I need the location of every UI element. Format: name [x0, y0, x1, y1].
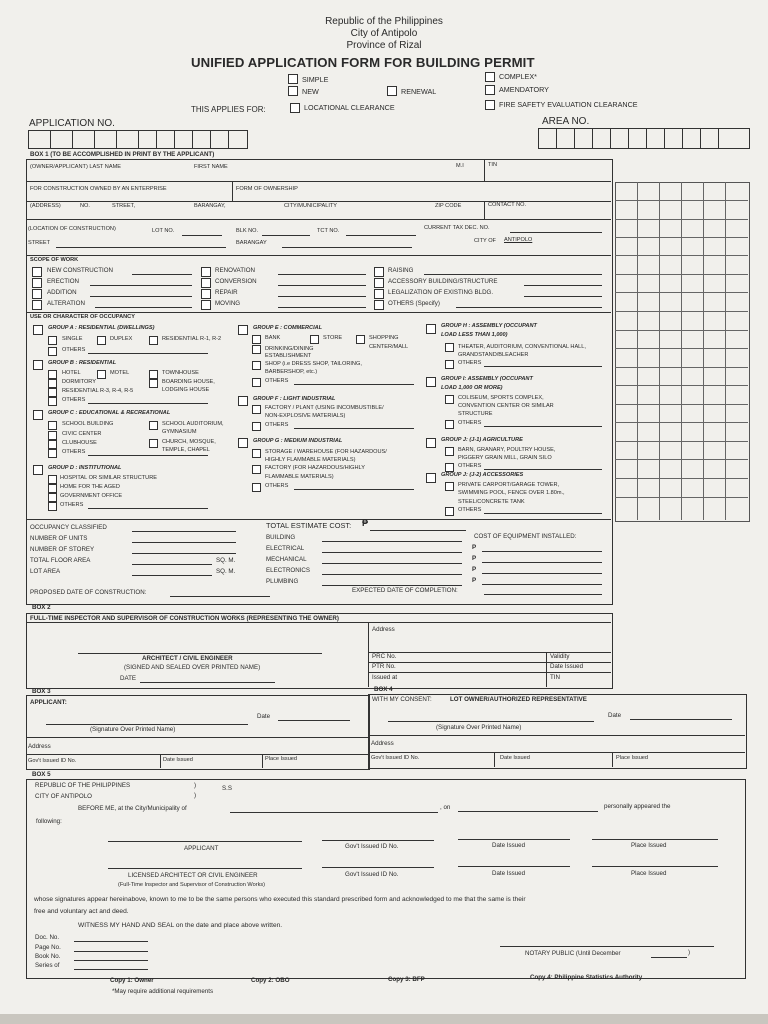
- equipment-p-2: P: [472, 555, 477, 562]
- scope-item: REPAIR: [215, 289, 238, 296]
- h-others-checkbox[interactable]: [445, 360, 454, 369]
- total-cost-peso: ₱: [362, 518, 369, 528]
- scope-moving-checkbox[interactable]: [201, 300, 211, 310]
- j1-barn-label: BARN, GRANARY, POULTRY HOUSE,: [458, 447, 556, 453]
- a-others-checkbox[interactable]: [48, 347, 57, 356]
- e-shopping-checkbox[interactable]: [356, 335, 365, 344]
- d-gov-label: GOVERNMENT OFFICE: [60, 493, 123, 499]
- footer-copy-2: Copy 2: OBO: [251, 977, 290, 984]
- group-c-checkbox[interactable]: [33, 410, 43, 420]
- group-f-label: GROUP F : LIGHT INDUSTRIAL: [253, 396, 336, 402]
- box2-label: BOX 2: [32, 604, 51, 611]
- b-boarding-checkbox[interactable]: [149, 379, 158, 388]
- location-street-label: STREET: [28, 240, 51, 246]
- units-label: NUMBER OF UNITS: [30, 535, 88, 542]
- footer-copy-3: Copy 3: BFP: [388, 976, 425, 983]
- box5-place-issued-2: Place Issued: [631, 870, 667, 877]
- scope-item: ACCESSORY BUILDING/STRUCTURE: [388, 278, 498, 285]
- a-res-checkbox[interactable]: [149, 336, 158, 345]
- c-auditorium-label: SCHOOL AUDITORIUM,: [162, 421, 224, 427]
- e-store-label: STORE: [323, 335, 343, 341]
- c-temple-label: TEMPLE, CHAPEL: [162, 447, 210, 453]
- e-shopping-label: SHOPPING: [369, 335, 399, 341]
- box3-applicant-label: APPLICANT:: [30, 699, 67, 706]
- box4-lot-owner-label: LOT OWNER/AUTHORIZED REPRESENTATIVE: [450, 696, 587, 703]
- b-res-checkbox[interactable]: [48, 388, 57, 397]
- cost-mechanical-label: MECHANICAL: [266, 556, 307, 563]
- box4-gov-id-label: Gov't Issued ID No.: [371, 755, 420, 761]
- box4-consent-label: WITH MY CONSENT:: [372, 696, 432, 703]
- city-of-label: CITY OF: [474, 238, 496, 244]
- box3-frame: [26, 695, 370, 770]
- c-school-checkbox[interactable]: [48, 421, 57, 430]
- box4-sig-label: (Signature Over Printed Name): [436, 724, 522, 731]
- box5-fulltime-label: (Full-Time Inspector and Supervisor of Construction Works): [118, 882, 266, 888]
- box2-tin-label: TIN: [550, 674, 560, 681]
- box4-date-label: Date: [608, 712, 622, 719]
- b-dormitory-label: DORMITORY: [62, 379, 96, 385]
- province-text: Province of Rizal: [346, 40, 422, 51]
- antipolo-value: ANTIPOLO: [504, 237, 533, 243]
- e-dining-label: DRINKING/DINING: [265, 346, 314, 352]
- c-church-checkbox[interactable]: [149, 439, 158, 448]
- group-i-label-2: LOAD 1,000 OR MORE): [441, 385, 503, 391]
- blk-no-label: BLK NO.: [236, 228, 259, 234]
- address-street-label: STREET,: [112, 203, 135, 209]
- storey-label: NUMBER OF STOREY: [30, 546, 95, 553]
- prc-label: PRC No.: [372, 653, 397, 660]
- city-text: City of Antipolo: [350, 28, 418, 39]
- applies-for-label: THIS APPLIES FOR:: [191, 105, 266, 114]
- address-barangay-label: BARANGAY,: [194, 203, 226, 209]
- amendatory-label: AMENDATORY: [499, 85, 549, 94]
- box5-paren-1: ): [194, 782, 197, 789]
- amendatory-checkbox[interactable]: [485, 85, 495, 95]
- group-j1-label: GROUP J: (J-1) AGRICULTURE: [441, 437, 523, 443]
- box2-date-issued-label: Date Issued: [550, 663, 584, 670]
- box4-place-issued-label: Place Issued: [616, 755, 649, 761]
- box3-label: BOX 3: [32, 688, 51, 695]
- box5-whose: whose signatures appear hereinabove, known to me to be the same persons who executed this standard prescribed form and acknowledged to me that the same is their: [34, 896, 526, 903]
- i-convention-label: CONVENTION CENTER OR SIMILAR: [458, 403, 554, 409]
- j2-steel-label: STEEL/CONCRETE TANK: [458, 499, 525, 505]
- g-others-checkbox[interactable]: [252, 483, 261, 492]
- b-townhouse-label: TOWNHOUSE: [162, 370, 199, 376]
- a-duplex-checkbox[interactable]: [97, 336, 106, 345]
- owner-name-field[interactable]: [30, 171, 480, 181]
- simple-label: SIMPLE: [302, 75, 329, 84]
- box5-page-label: Page No.: [35, 944, 61, 951]
- e-dining-checkbox[interactable]: [252, 345, 261, 354]
- address-label: (ADDRESS): [30, 203, 61, 209]
- box5-appeared: personally appeared the: [604, 803, 671, 810]
- e-store-checkbox[interactable]: [310, 335, 319, 344]
- box3-gov-id-label: Gov't Issued ID No.: [28, 758, 77, 764]
- new-label: NEW: [302, 87, 319, 96]
- equipment-p-3: P: [472, 566, 477, 573]
- signed-label: (SIGNED AND SEALED OVER PRINTED NAME): [124, 664, 261, 671]
- box2-heading: FULL-TIME INSPECTOR AND SUPERVISOR OF CONSTRUCTION WORKS (REPRESENTING THE OWNER): [30, 615, 339, 622]
- republic-text: Republic of the Philippines: [325, 16, 443, 27]
- box5-applicant-label: APPLICANT: [184, 845, 219, 852]
- scope-item: MOVING: [215, 300, 241, 307]
- owner-last-label: (OWNER/APPLICANT) LAST NAME: [30, 164, 121, 170]
- group-c-label: GROUP C : EDUCATIONAL & RECREATIONAL: [48, 410, 171, 416]
- c-civic-label: CIVIC CENTER: [62, 431, 102, 437]
- scope-item: NEW CONSTRUCTION: [47, 267, 113, 274]
- j2-private-checkbox[interactable]: [445, 482, 454, 491]
- i-coliseum-checkbox[interactable]: [445, 395, 454, 404]
- box5-republic: REPUBLIC OF THE PHILIPPINES: [35, 782, 131, 789]
- box4-frame: [368, 694, 747, 769]
- c-auditorium-checkbox[interactable]: [149, 421, 158, 430]
- tin-label: TIN: [488, 162, 498, 168]
- group-j1-checkbox[interactable]: [426, 438, 436, 448]
- group-i-checkbox[interactable]: [426, 377, 436, 387]
- b-townhouse-checkbox[interactable]: [149, 370, 158, 379]
- group-g-checkbox[interactable]: [238, 438, 248, 448]
- office-use-grid: [615, 182, 748, 520]
- architect-label: ARCHITECT / CIVIL ENGINEER: [142, 655, 233, 662]
- total-cost-label: TOTAL ESTIMATE COST:: [266, 521, 352, 530]
- g-factory-checkbox[interactable]: [252, 465, 261, 474]
- box4-address-label: Address: [371, 740, 394, 747]
- box5-series-label: Series of: [35, 962, 60, 969]
- box5-free: free and voluntary act and deed.: [34, 908, 129, 915]
- equipment-label: COST OF EQUIPMENT INSTALLED:: [474, 533, 577, 540]
- e-shop-label: SHOP (i.e DRESS SHOP, TAILORING,: [265, 361, 362, 367]
- box5-on: , on: [440, 804, 451, 811]
- g-others-label: OTHERS: [265, 483, 289, 489]
- group-h-label-2: LOAD LESS THAN 1,000): [441, 332, 508, 338]
- j2-pool-label: SWIMMING POOL, FENCE OVER 1.80m.,: [458, 490, 565, 496]
- footer-note: *May require additional requirements: [112, 988, 214, 995]
- f-others-label: OTHERS: [265, 422, 289, 428]
- cost-electrical-label: ELECTRICAL: [266, 545, 305, 552]
- floor-area-label: TOTAL FLOOR AREA: [30, 557, 91, 564]
- d-gov-checkbox[interactable]: [48, 493, 57, 502]
- occ-classified-label: OCCUPANCY CLASSIFIED: [30, 524, 107, 531]
- fire-safety-checkbox[interactable]: [485, 100, 495, 110]
- box1-heading: BOX 1 (TO BE ACCOMPLISHED IN PRINT BY THE APPLICANT): [30, 151, 215, 158]
- locational-checkbox[interactable]: [290, 103, 300, 113]
- equipment-p-1: P: [472, 544, 477, 551]
- area-no-field[interactable]: [538, 128, 750, 148]
- proposed-date-label: PROPOSED DATE OF CONSTRUCTION:: [30, 589, 147, 596]
- group-i-label: GROUP I: ASSEMBLY (OCCUPANT: [441, 376, 533, 382]
- footer-copy-1: Copy 1: Owner: [110, 977, 154, 984]
- location-label: (LOCATION OF CONSTRUCTION): [28, 226, 116, 232]
- new-checkbox[interactable]: [288, 86, 298, 96]
- application-no-label: APPLICATION NO.: [29, 118, 115, 129]
- scope-others-checkbox[interactable]: [374, 300, 384, 310]
- g-storage-label: STORAGE / WAREHOUSE (FOR HAZARDOUS/: [265, 449, 387, 455]
- scope-item: LEGALIZATION OF EXISTING BLDG.: [388, 289, 494, 296]
- enterprise-label: FOR CONSTRUCTION OWNED BY AN ENTERPRISE: [30, 186, 167, 192]
- c-church-label: CHURCH, MOSQUE,: [162, 439, 216, 445]
- scope-legalization-checkbox[interactable]: [374, 289, 384, 299]
- box4-label: BOX 4: [374, 686, 393, 693]
- box3-sig-label: (Signature Over Printed Name): [90, 726, 176, 733]
- equipment-p-4: P: [472, 577, 477, 584]
- j1-others-checkbox[interactable]: [445, 463, 454, 472]
- validity-label: Validity: [550, 653, 570, 660]
- group-e-label: GROUP E : COMMERCIAL: [253, 325, 323, 331]
- renewal-checkbox[interactable]: [387, 86, 397, 96]
- i-structure-label: STRUCTURE: [458, 411, 493, 417]
- location-barangay-label: BARANGAY: [236, 240, 267, 246]
- e-barber-label: BARBERSHOP, etc.): [265, 369, 318, 375]
- footer-copy-4: Copy 4: Philippine Statistics Authority: [530, 974, 643, 981]
- complex-checkbox[interactable]: [485, 72, 495, 82]
- address-city-label: CITY/MUNICIPALITY: [284, 203, 338, 209]
- d-others-checkbox[interactable]: [48, 502, 57, 511]
- b-boarding-label: BOARDING HOUSE,: [162, 379, 215, 385]
- box5-gov-id-2: Gov't Issued ID No.: [345, 871, 399, 878]
- e-bank-label: BANK: [265, 335, 281, 341]
- f-nonexp-label: NON-EXPLOSIVE MATERIALS): [265, 413, 346, 419]
- box5-label: BOX 5: [32, 771, 51, 778]
- box2-address-label: Address: [372, 626, 395, 633]
- ptr-label: PTR No.: [372, 663, 396, 670]
- d-hospital-label: HOSPITAL OR SIMILAR STRUCTURE: [60, 475, 157, 481]
- scope-item: CONVERSION: [215, 278, 257, 285]
- group-h-checkbox[interactable]: [426, 324, 436, 334]
- occupancy-heading: USE OR CHARACTER OF OCCUPANCY: [30, 314, 135, 320]
- page-bottom-edge: [0, 1014, 768, 1024]
- scope-renovation-checkbox[interactable]: [201, 267, 211, 277]
- floor-area-unit: SQ. M.: [216, 557, 236, 564]
- e-establishment-label: ESTABLISHMENT: [265, 353, 312, 359]
- scope-item: ALTERATION: [47, 300, 85, 307]
- c-gym-label: GYMNASIUM: [162, 429, 197, 435]
- group-a-label: GROUP A : RESIDENTIAL (DWELLINGS): [48, 325, 155, 331]
- d-others-label: OTHERS: [60, 502, 84, 508]
- scope-erection-checkbox[interactable]: [32, 278, 42, 288]
- group-g-label: GROUP G : MEDIUM INDUSTRIAL: [253, 438, 343, 444]
- j1-barn-checkbox[interactable]: [445, 447, 454, 456]
- j2-others-label: OTHERS: [458, 507, 482, 513]
- form-title: UNIFIED APPLICATION FORM FOR BUILDING PERMIT: [191, 55, 535, 70]
- scope-alteration-checkbox[interactable]: [32, 300, 42, 310]
- scope-item: ADDITION: [47, 289, 77, 296]
- scope-heading: SCOPE OF WORK: [30, 257, 79, 263]
- box5-ss: S.S: [222, 785, 232, 792]
- g-flam-label: FLAMMABLE MATERIALS): [265, 474, 334, 480]
- fire-safety-label: FIRE SAFETY EVALUATION CLEARANCE: [499, 100, 638, 109]
- address-no-label: NO.: [80, 203, 90, 209]
- b-res-label: RESIDENTIAL R-3, R-4, R-5: [62, 388, 134, 394]
- g-highly-label: HIGHLY FLAMMABLE MATERIALS): [265, 457, 356, 463]
- box5-book-label: Book No.: [35, 953, 61, 960]
- j2-others-checkbox[interactable]: [445, 507, 454, 516]
- box5-notary-label: NOTARY PUBLIC (Until December: [525, 950, 621, 957]
- a-single-label: SINGLE: [62, 336, 83, 342]
- box4-date-issued-label: Date Issued: [500, 755, 530, 761]
- scope-raising-checkbox[interactable]: [374, 267, 384, 277]
- f-factory-checkbox[interactable]: [252, 405, 261, 414]
- i-coliseum-label: COLISEUM, SPORTS COMPLEX,: [458, 395, 544, 401]
- lot-no-label: LOT NO.: [152, 228, 175, 234]
- box3-address-label: Address: [28, 743, 51, 750]
- box2-frame: [26, 613, 613, 689]
- scope-item: RAISING: [388, 267, 414, 274]
- complex-label: COMPLEX*: [499, 72, 537, 81]
- h-theater-label: THEATER, AUDITORIUM, CONVENTIONAL HALL,: [458, 344, 586, 350]
- e-shop-checkbox[interactable]: [252, 361, 261, 370]
- h-grand-label: GRANDSTAND/BLEACHER: [458, 352, 529, 358]
- b-hotel-label: HOTEL: [62, 370, 81, 376]
- scope-item: ERECTION: [47, 278, 79, 285]
- c-school-label: SCHOOL BUILDING: [62, 421, 114, 427]
- group-a-checkbox[interactable]: [33, 325, 43, 335]
- group-d-checkbox[interactable]: [33, 465, 43, 475]
- lot-area-unit: SQ. M.: [216, 568, 236, 575]
- b-lodging-label: LODGING HOUSE: [162, 387, 210, 393]
- h-theater-checkbox[interactable]: [445, 343, 454, 352]
- c-civic-checkbox[interactable]: [48, 431, 57, 440]
- tct-no-label: TCT NO.: [317, 228, 340, 234]
- j1-others-label: OTHERS: [458, 463, 482, 469]
- renewal-label: RENEWAL: [401, 87, 437, 96]
- d-home-label: HOME FOR THE AGED: [60, 484, 120, 490]
- b-motel-label: MOTEL: [110, 370, 130, 376]
- g-factory-label: FACTORY (FOR HAZARDOUS/HIGHLY: [265, 465, 365, 471]
- c-clubhouse-checkbox[interactable]: [48, 440, 57, 449]
- box3-date-issued-label: Date Issued: [163, 757, 193, 763]
- box5-place-issued-1: Place Issued: [631, 842, 667, 849]
- box5-paren-2: ): [194, 792, 197, 799]
- scope-addition-checkbox[interactable]: [32, 289, 42, 299]
- b-hotel-checkbox[interactable]: [48, 370, 57, 379]
- issued-at-label: Issued at: [372, 674, 398, 681]
- group-h-label: GROUP H : ASSEMBLY (OCCUPANT: [441, 323, 537, 329]
- locational-label: LOCATIONAL CLEARANCE: [304, 103, 395, 112]
- c-others-label: OTHERS: [62, 449, 86, 455]
- a-single-checkbox[interactable]: [48, 336, 57, 345]
- form-ownership-label: FORM OF OWNERSHIP: [236, 186, 298, 192]
- scope-new-construction-checkbox[interactable]: [32, 267, 42, 277]
- b-others-label: OTHERS: [62, 397, 86, 403]
- scope-item: RENOVATION: [215, 267, 255, 274]
- c-others-checkbox[interactable]: [48, 449, 57, 458]
- group-j2-label: GROUP J: (J-2) ACCESSORIES: [441, 472, 524, 478]
- box5-before-me: BEFORE ME, at the City/Municipality of: [78, 805, 187, 812]
- box5-doc-label: Doc. No.: [35, 934, 60, 941]
- simple-checkbox[interactable]: [288, 74, 298, 84]
- group-d-label: GROUP D : INSTITUTIONAL: [48, 465, 122, 471]
- lot-area-label: LOT AREA: [30, 568, 61, 575]
- cost-electronics-label: ELECTRONICS: [266, 567, 311, 574]
- box2-date-label: DATE: [120, 675, 137, 682]
- box5-following: following:: [36, 818, 62, 825]
- contact-label: CONTACT NO.: [488, 202, 527, 208]
- g-storage-checkbox[interactable]: [252, 449, 261, 458]
- box5-date-issued-2: Date Issued: [492, 870, 526, 877]
- a-res-label: RESIDENTIAL R-1, R-2: [162, 336, 222, 342]
- i-others-checkbox[interactable]: [445, 420, 454, 429]
- group-b-label: GROUP B : RESIDENTIAL: [48, 360, 117, 366]
- mi-label: M.I: [456, 163, 464, 169]
- box5-gov-id-1: Gov't Issued ID No.: [345, 843, 399, 850]
- group-j2-checkbox[interactable]: [426, 473, 436, 483]
- e-others-checkbox[interactable]: [252, 378, 261, 387]
- h-others-label: OTHERS: [458, 360, 482, 366]
- e-others-label: OTHERS: [265, 378, 289, 384]
- scope-conversion-checkbox[interactable]: [201, 278, 211, 288]
- f-others-checkbox[interactable]: [252, 422, 261, 431]
- box3-date-label: Date: [257, 713, 271, 720]
- d-home-checkbox[interactable]: [48, 484, 57, 493]
- expected-date-label: EXPECTED DATE OF COMPLETION:: [352, 587, 458, 594]
- b-motel-checkbox[interactable]: [97, 370, 106, 379]
- group-e-checkbox[interactable]: [238, 325, 248, 335]
- group-b-checkbox[interactable]: [33, 360, 43, 370]
- c-clubhouse-label: CLUBHOUSE: [62, 440, 97, 446]
- first-name-label: FIRST NAME: [194, 164, 228, 170]
- a-duplex-label: DUPLEX: [110, 336, 133, 342]
- scope-item: OTHERS (Specify): [388, 300, 440, 307]
- area-no-label: AREA NO.: [542, 116, 590, 127]
- group-f-checkbox[interactable]: [238, 396, 248, 406]
- cost-plumbing-label: PLUMBING: [266, 578, 299, 585]
- e-center-label: CENTER/MALL: [369, 344, 409, 350]
- i-others-label: OTHERS: [458, 420, 482, 426]
- box3-place-issued-label: Place Issued: [265, 756, 298, 762]
- b-others-checkbox[interactable]: [48, 397, 57, 406]
- box5-witness: WITNESS MY HAND AND SEAL on the date and place above written.: [78, 922, 283, 929]
- scope-accessory-checkbox[interactable]: [374, 278, 384, 288]
- box5-notary-end: ): [688, 949, 691, 956]
- d-hospital-checkbox[interactable]: [48, 475, 57, 484]
- tax-dec-label: CURRENT TAX DEC. NO.: [424, 225, 490, 231]
- j1-piggery-label: PIGGERY GRAIN MILL, GRAIN SILO: [458, 455, 552, 461]
- b-dormitory-checkbox[interactable]: [48, 379, 57, 388]
- box5-licensed-label: LICENSED ARCHITECT OR CIVIL ENGINEER: [128, 872, 258, 879]
- box5-date-issued-1: Date Issued: [492, 842, 526, 849]
- f-factory-label: FACTORY / PLANT (USING INCOMBUSTIBLE/: [265, 405, 384, 411]
- e-bank-checkbox[interactable]: [252, 335, 261, 344]
- zip-label: ZIP CODE: [435, 203, 462, 209]
- cost-building-label: BUILDING: [266, 534, 296, 541]
- scope-repair-checkbox[interactable]: [201, 289, 211, 299]
- application-no-field[interactable]: [28, 130, 248, 148]
- box5-city: CITY OF ANTIPOLO: [35, 793, 92, 800]
- a-others-label: OTHERS: [62, 347, 86, 353]
- j2-private-label: PRIVATE CARPORT/GARAGE TOWER,: [458, 482, 560, 488]
